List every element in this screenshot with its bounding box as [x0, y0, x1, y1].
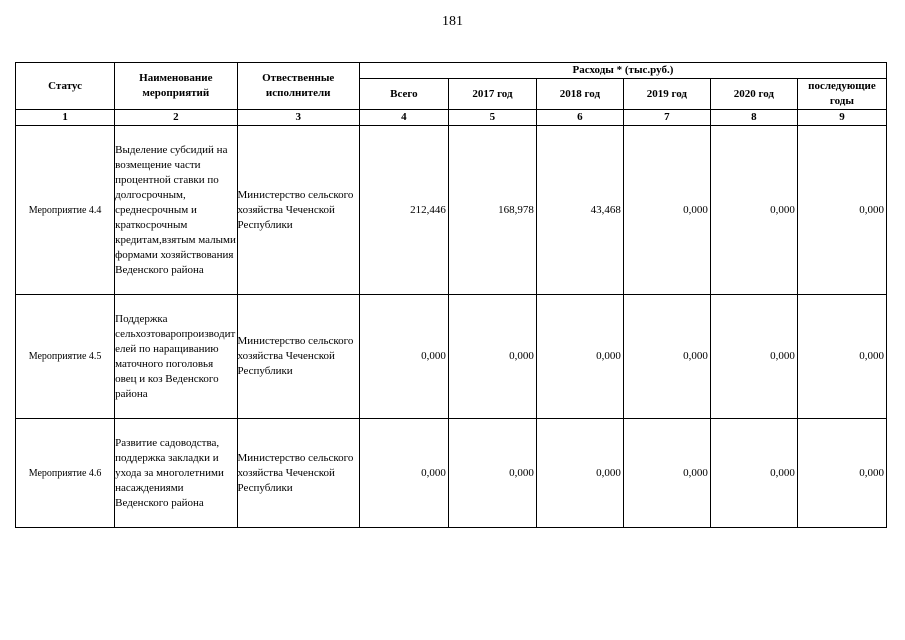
value-2019: 0,000	[623, 419, 710, 528]
header-executors: Отвественные исполнители	[237, 63, 359, 110]
value-2018: 0,000	[536, 419, 623, 528]
measure-name-cell: Выделение субсидий на возмещение части процентной ставки по долгосрочным, среднесрочным и краткосрочным кредитам,взятым малыми формами хозяйствования Веденского района	[115, 126, 237, 295]
value-2018: 0,000	[536, 295, 623, 419]
table-row	[16, 295, 887, 419]
value-2019: 0,000	[623, 295, 710, 419]
value-later-years: 0,000	[797, 295, 886, 419]
executor-cell: Министерство сельского хозяйства Чеченской Республики	[237, 126, 359, 295]
value-2017: 0,000	[448, 419, 536, 528]
value-2020: 0,000	[710, 126, 797, 295]
total-value: 212,446	[359, 126, 448, 295]
value-later-years: 0,000	[797, 126, 886, 295]
value-later-years: 0,000	[797, 419, 886, 528]
header-2018: 2018 год	[536, 79, 623, 110]
measure-name-cell: Поддержка сельхозтоваропроизводителей по наращиванию маточного поголовья овец и коз Веденского района	[115, 295, 237, 419]
column-number-row	[16, 110, 887, 126]
header-2020: 2020 год	[710, 79, 797, 110]
header-2019: 2019 год	[623, 79, 710, 110]
column-number: 3	[237, 110, 359, 126]
column-number: 7	[623, 110, 710, 126]
status-cell: Мероприятие 4.4	[16, 126, 115, 295]
status-cell: Мероприятие 4.5	[16, 295, 115, 419]
column-number: 1	[16, 110, 115, 126]
header-total: Всего	[359, 79, 448, 110]
total-value: 0,000	[359, 419, 448, 528]
column-number: 2	[115, 110, 237, 126]
total-value: 0,000	[359, 295, 448, 419]
column-number: 6	[536, 110, 623, 126]
status-cell: Мероприятие 4.6	[16, 419, 115, 528]
header-2017: 2017 год	[448, 79, 536, 110]
value-2020: 0,000	[710, 419, 797, 528]
header-status: Статус	[16, 63, 115, 110]
executor-cell: Министерство сельского хозяйства Чеченской Республики	[237, 295, 359, 419]
header-expenses: Расходы * (тыс.руб.)	[359, 63, 886, 79]
value-2019: 0,000	[623, 126, 710, 295]
page-number: 181	[442, 14, 463, 29]
budget-table	[15, 62, 887, 528]
measure-name-cell: Развитие садоводства, поддержка закладки и ухода за многолетними насаждениями Веденского района	[115, 419, 237, 528]
header-name: Наименование мероприятий	[115, 63, 237, 110]
column-number: 4	[359, 110, 448, 126]
column-number: 5	[448, 110, 536, 126]
header-later-years: последующие годы	[797, 79, 886, 110]
value-2018: 43,468	[536, 126, 623, 295]
table-row	[16, 126, 887, 295]
column-number: 8	[710, 110, 797, 126]
executor-cell: Министерство сельского хозяйства Чеченской Республики	[237, 419, 359, 528]
column-number: 9	[797, 110, 886, 126]
table-row	[16, 419, 887, 528]
value-2017: 168,978	[448, 126, 536, 295]
value-2017: 0,000	[448, 295, 536, 419]
value-2020: 0,000	[710, 295, 797, 419]
